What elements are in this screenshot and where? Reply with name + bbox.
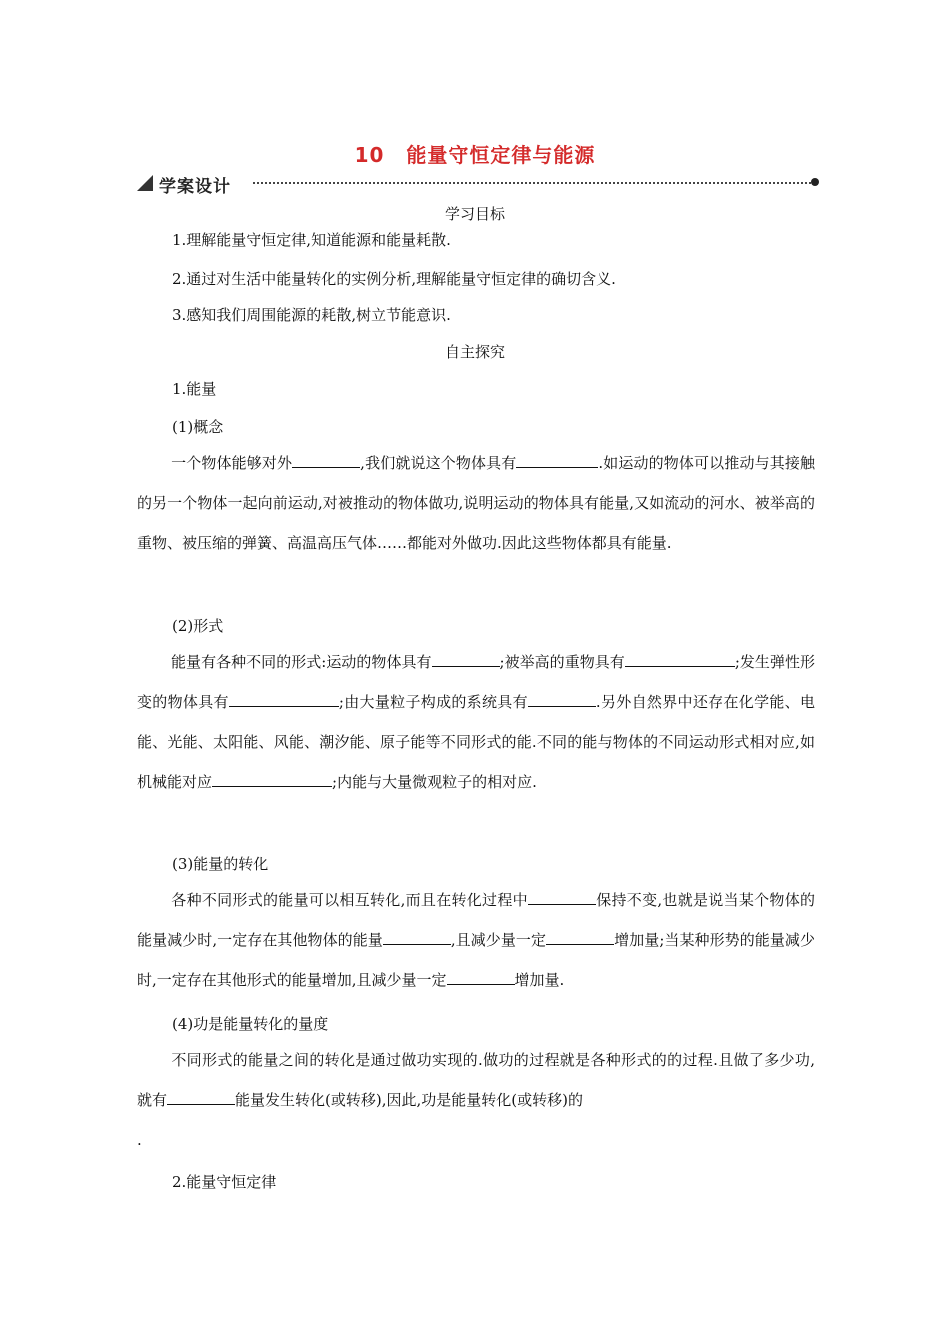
- fill-blank: [528, 890, 596, 905]
- fill-blank: [625, 652, 735, 667]
- fill-blank: [229, 692, 339, 707]
- banner-label: 学案设计: [159, 177, 231, 197]
- subsection-work-measure: (4)功是能量转化的量度: [172, 1015, 329, 1033]
- fill-blank: [292, 453, 360, 468]
- paragraph-conversion: 各种不同形式的能量可以相互转化,而且在转化过程中 保持不变,也就是说当某个物体的能量减少时,一定存在其他物体的能量 ,且减少量一定 增加量;当某种形势的能量减少时,一定存在其他形式的能量增加,且减少量一定 增加量.: [137, 891, 815, 989]
- explore-heading: 自主探究: [444, 343, 505, 361]
- objectives-heading: 学习目标: [444, 205, 505, 223]
- banner-end-dot-icon: [811, 178, 819, 186]
- objective-item: 1.理解能量守恒定律,知道能源和能量耗散.: [172, 231, 451, 249]
- paragraph-forms: 能量有各种不同的形式:运动的物体具有 ;被举高的重物具有 ;发生弹性形变的物体具有 ;由大量粒子构成的系统具有 .另外自然界中还存在化学能、电能、光能、太阳能、风能、潮汐能、原子能等不同形式的能.不同的能与物体的不同运动形式相对应,如机械能对应 ;内能与大量微观粒子的相对应.: [137, 653, 815, 791]
- fill-blank: [528, 692, 596, 707]
- subsection-conversion: (3)能量的转化: [172, 855, 269, 873]
- fill-blank: [432, 652, 500, 667]
- banner-dotted-line: [253, 182, 815, 184]
- objective-item: 3.感知我们周围能源的耗散,树立节能意识.: [172, 306, 451, 324]
- subsection-forms: (2)形式: [172, 617, 224, 635]
- fill-blank: [516, 453, 598, 468]
- lesson-number: 10: [354, 143, 385, 167]
- fill-blank: [383, 930, 451, 945]
- paragraph-concept: 一个物体能够对外 ,我们就说这个物体具有 .如运动的物体可以推动与其接触的另一个物体一起向前运动,对被推动的物体做功,说明运动的物体具有能量,又如流动的河水、被举高的重物、被压缩的弹簧、高温高压气体……都能对外做功.因此这些物体都具有能量.: [137, 454, 815, 552]
- subsection-concept: (1)概念: [172, 418, 224, 436]
- lesson-title: 能量守恒定律与能源: [406, 143, 596, 167]
- page-title: [0, 139, 950, 168]
- fill-blank: [447, 970, 515, 985]
- section-2-heading: 2.能量守恒定律: [172, 1173, 277, 1191]
- paragraph-work-measure: 不同形式的能量之间的转化是通过做功实现的.做功的过程就是各种形式的的过程.且做了多少功,就有 能量发生转化(或转移),因此,功是能量转化(或转移)的 .: [137, 1051, 815, 1149]
- fill-blank: [212, 772, 332, 787]
- fill-blank: [546, 930, 614, 945]
- banner-triangle-icon: [137, 175, 153, 191]
- objective-item: 2.通过对生活中能量转化的实例分析,理解能量守恒定律的确切含义.: [172, 270, 616, 288]
- fill-blank: [167, 1090, 235, 1105]
- section-banner: [137, 172, 822, 197]
- section-1-heading: 1.能量: [172, 380, 217, 398]
